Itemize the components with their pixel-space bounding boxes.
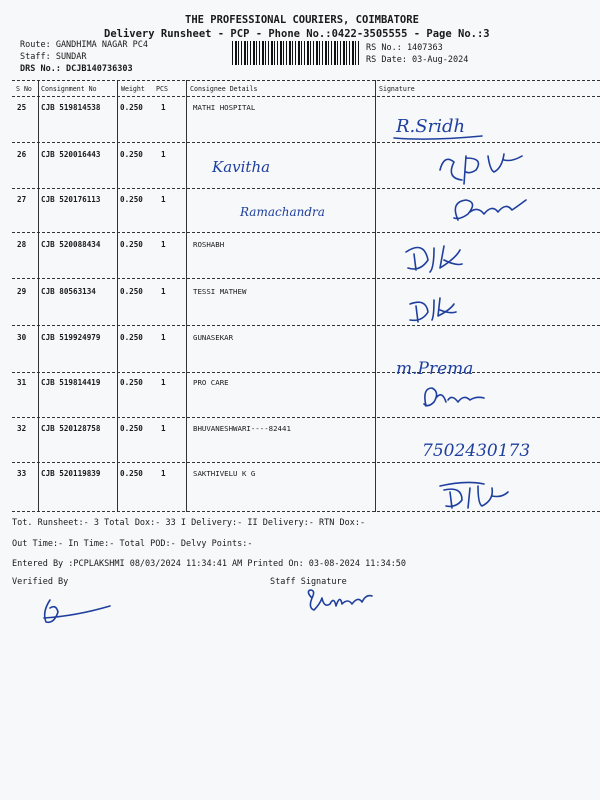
row-weight: 0.250	[120, 424, 143, 433]
col-divider	[117, 80, 118, 512]
row-consignment: CJB 520119839	[41, 469, 101, 478]
footer-totals: Tot. Runsheet:- 3 Total Dox:- 33 I Delivery:- II Delivery:- RTN Dox:-	[12, 518, 366, 528]
row-consignee: TESSI MATHEW	[193, 287, 247, 296]
col-divider	[186, 80, 187, 512]
row-pcs: 1	[161, 103, 166, 112]
row-sno: 28	[17, 240, 27, 249]
row-weight: 0.250	[120, 287, 143, 296]
runsheet-subtitle: Delivery Runsheet - PCP - Phone No.:0422-3505555 - Page No.:3	[104, 28, 490, 40]
row-consignee: ROSHABH	[193, 240, 225, 249]
row-consignee: BHUVANESHWARI----82441	[193, 424, 291, 433]
col-divider	[38, 80, 39, 512]
handwritten-text: Ramachandra	[240, 205, 325, 219]
row-pcs: 1	[161, 378, 166, 387]
col-consignee: Consignee Details	[190, 85, 258, 93]
row-sno: 29	[17, 287, 27, 296]
row-consignment: CJB 520128758	[41, 424, 101, 433]
staff-signature-label: Staff Signature	[270, 577, 347, 587]
row-weight: 0.250	[120, 333, 143, 342]
row-pcs: 1	[161, 333, 166, 342]
company-title: THE PROFESSIONAL COURIERS, COIMBATORE	[185, 14, 419, 26]
footer-entered-by: Entered By :PCPLAKSHMI 08/03/2024 11:34:41 AM Printed On: 03-08-2024 11:34:50	[12, 559, 407, 569]
row-sno: 33	[17, 469, 27, 478]
row-weight: 0.250	[120, 469, 143, 478]
row-consignee: PRO CARE	[193, 378, 229, 387]
signature-row-30	[392, 352, 502, 382]
staff-signature	[302, 584, 382, 620]
verified-by-signature	[36, 594, 116, 630]
footer-times: Out Time:- In Time:- Total POD:- Delvy Points:-	[12, 539, 253, 549]
handwritten-text: R.Sridh	[396, 116, 466, 137]
signature-row-27	[448, 192, 538, 228]
row-divider	[12, 417, 600, 418]
row-consignment: CJB 520176113	[41, 195, 101, 204]
row-weight: 0.250	[120, 378, 143, 387]
col-consignment: Consignment No	[41, 85, 97, 93]
signature-row-28	[400, 238, 490, 278]
row-consignee: GUNASEKAR	[193, 333, 234, 342]
row-weight: 0.250	[120, 103, 143, 112]
rs-number: RS No.: 1407363	[366, 43, 443, 53]
row-consignment: CJB 519814419	[41, 378, 101, 387]
signature-row-32	[418, 428, 588, 468]
row-consignment: CJB 520016443	[41, 150, 101, 159]
col-weight: Weight	[121, 85, 145, 93]
drs-number: DRS No.: DCJB140736303	[20, 64, 133, 74]
row-consignment: CJB 519814538	[41, 103, 101, 112]
col-sno: S No	[16, 85, 32, 93]
signature-row-31	[418, 380, 498, 414]
row-pcs: 1	[161, 150, 166, 159]
row-pcs: 1	[161, 287, 166, 296]
signature-row-25	[390, 108, 500, 142]
barcode	[232, 41, 360, 65]
signature-row-33	[436, 478, 526, 514]
row-consignment: CJB 519924979	[41, 333, 101, 342]
row-pcs: 1	[161, 469, 166, 478]
row-sno: 31	[17, 378, 27, 387]
row-consignment: CJB 80563134	[41, 287, 96, 296]
row-pcs: 1	[161, 424, 166, 433]
table-header-divider	[12, 96, 600, 97]
row-sno: 30	[17, 333, 27, 342]
row-sno: 27	[17, 195, 27, 204]
verified-by-label: Verified By	[12, 577, 69, 587]
route-label: Route: GANDHIMA NAGAR PC4	[20, 40, 148, 50]
row-pcs: 1	[161, 240, 166, 249]
row-divider	[12, 372, 600, 373]
row-consignee: SAKTHIVELU K G	[193, 469, 256, 478]
row-sno: 26	[17, 150, 27, 159]
staff-label: Staff: SUNDAR	[20, 52, 87, 62]
signature-row-26	[432, 148, 532, 188]
row-divider	[12, 278, 600, 279]
row-consignee: MATHI HOSPITAL	[193, 103, 256, 112]
handwritten-text: Kavitha	[212, 158, 271, 176]
row-consignment: CJB 520088434	[41, 240, 101, 249]
row-divider	[12, 325, 600, 326]
table-top-divider	[12, 80, 600, 81]
row-sno: 32	[17, 424, 27, 433]
handwritten-name-row-27	[238, 196, 368, 226]
row-pcs: 1	[161, 195, 166, 204]
row-divider	[12, 188, 600, 189]
signature-row-29	[404, 292, 474, 328]
col-signature: Signature	[379, 85, 415, 93]
row-weight: 0.250	[120, 240, 143, 249]
row-weight: 0.250	[120, 195, 143, 204]
handwritten-text: 7502430173	[422, 441, 531, 461]
handwritten-text: m.Prema	[396, 359, 474, 379]
row-sno: 25	[17, 103, 27, 112]
handwritten-name-row-26	[210, 150, 320, 180]
col-pcs: PCS	[156, 85, 168, 93]
row-divider	[12, 232, 600, 233]
row-divider	[12, 142, 600, 143]
row-weight: 0.250	[120, 150, 143, 159]
rs-date: RS Date: 03-Aug-2024	[366, 55, 469, 65]
col-divider	[375, 80, 376, 512]
